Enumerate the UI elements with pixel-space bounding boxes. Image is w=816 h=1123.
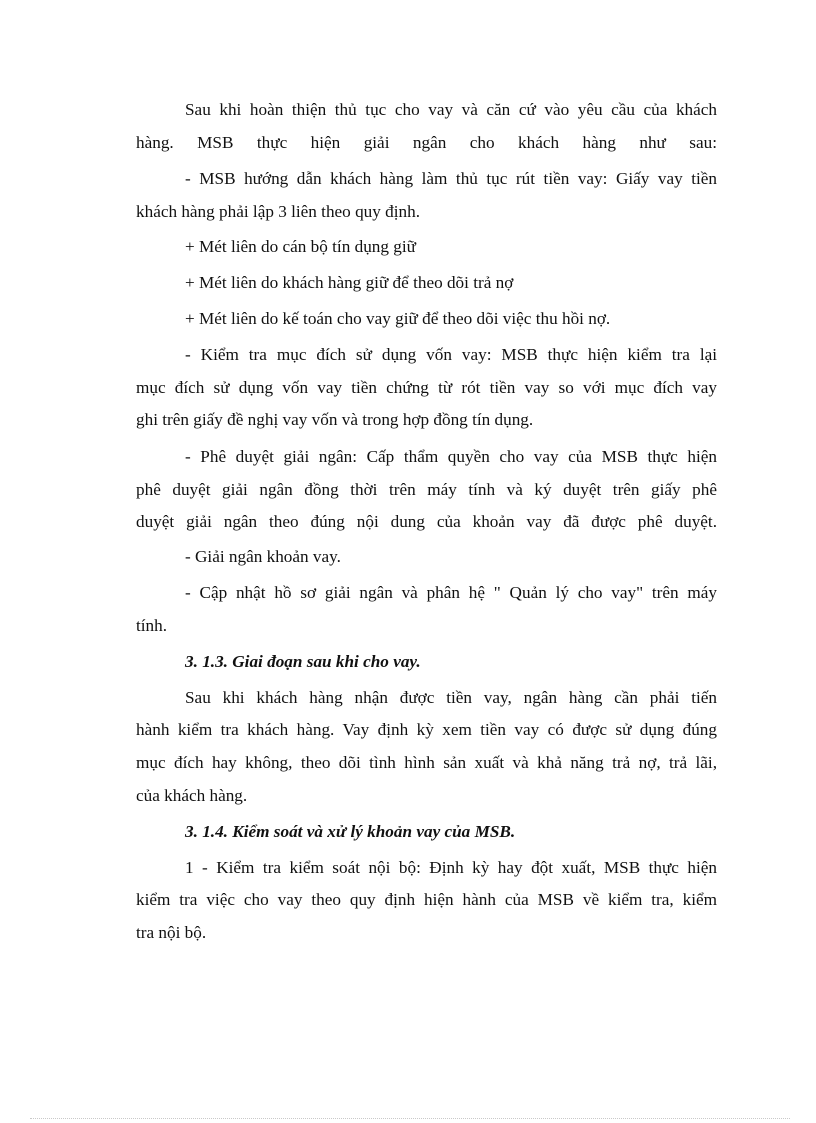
paragraph-line: - Phê duyệt giải ngân: Cấp thẩm quyền cho vay của MSB thực hiện bbox=[185, 447, 717, 466]
paragraph-line: - Giải ngân khoản vay. bbox=[185, 547, 341, 566]
paragraph-line: mục đích hay không, theo dõi tình hình sản xuất và khả năng trả nợ, trả lãi, bbox=[136, 753, 717, 772]
paragraph-line: - MSB hướng dẫn khách hàng làm thủ tục rút tiền vay: Giấy vay tiền bbox=[185, 169, 717, 188]
list-item: + Mét liên do khách hàng giữ để theo dõi trả nợ bbox=[185, 273, 514, 292]
paragraph-line: của khách hàng. bbox=[136, 786, 248, 805]
list-item: + Mét liên do kế toán cho vay giữ để theo dõi việc thu hồi nợ. bbox=[185, 309, 611, 328]
paragraph-line: - Cập nhật hồ sơ giải ngân và phân hệ " Quản lý cho vay" trên máy bbox=[185, 583, 717, 602]
paragraph-line: khách hàng phải lập 3 liên theo quy định. bbox=[136, 202, 421, 221]
paragraph-line: Sau khi khách hàng nhận được tiền vay, ngân hàng cần phải tiến bbox=[185, 688, 717, 707]
section-heading: 3. 1.4. Kiểm soát và xử lý khoản vay của MSB. bbox=[185, 822, 516, 841]
paragraph-line: mục đích sử dụng vốn vay tiền chứng từ rót tiền vay so với mục đích vay bbox=[136, 378, 717, 397]
list-item: + Mét liên do cán bộ tín dụng giữ bbox=[185, 237, 416, 256]
section-heading: 3. 1.3. Giai đoạn sau khi cho vay. bbox=[185, 652, 421, 671]
paragraph-line: ghi trên giấy đề nghị vay vốn và trong hợp đồng tín dụng. bbox=[136, 410, 534, 429]
paragraph-line: hành kiểm tra khách hàng. Vay định kỳ xem tiền vay có được sử dụng đúng bbox=[136, 720, 717, 739]
paragraph-line: hàng. MSB thực hiện giải ngân cho khách hàng như sau: bbox=[136, 133, 717, 152]
paragraph-line: tra nội bộ. bbox=[136, 923, 207, 942]
paragraph-line: phê duyệt giải ngân đồng thời trên máy tính và ký duyệt trên giấy phê bbox=[136, 480, 717, 499]
paragraph-line: tính. bbox=[136, 616, 168, 635]
paragraph-line: kiểm tra việc cho vay theo quy định hiện hành của MSB về kiểm tra, kiểm bbox=[136, 890, 717, 909]
page-bottom-divider bbox=[30, 1118, 790, 1119]
paragraph-line: duyệt giải ngân theo đúng nội dung của khoản vay đã được phê duyệt. bbox=[136, 512, 717, 531]
paragraph-line: - Kiểm tra mục đích sử dụng vốn vay: MSB thực hiện kiểm tra lại bbox=[185, 345, 717, 364]
paragraph-line: 1 - Kiểm tra kiểm soát nội bộ: Định kỳ hay đột xuất, MSB thực hiện bbox=[185, 858, 717, 877]
paragraph-line: Sau khi hoàn thiện thủ tục cho vay và căn cứ vào yêu cầu của khách bbox=[185, 100, 717, 119]
